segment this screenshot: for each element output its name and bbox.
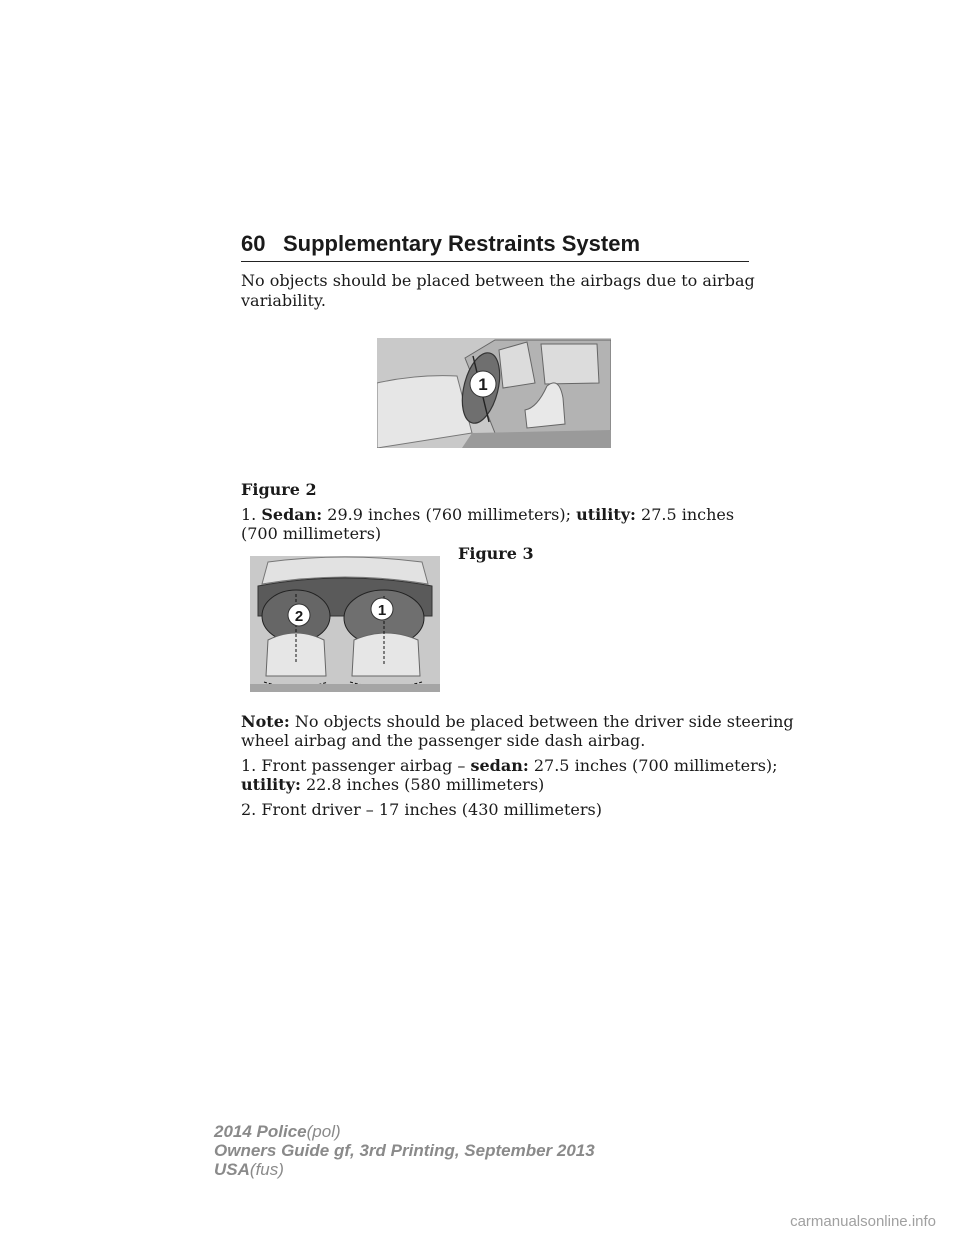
svg-text:1: 1: [377, 602, 387, 619]
note-line-2: wheel airbag and the passenger side dash airbag.: [241, 731, 646, 750]
figure-2-callout-1: [468, 369, 498, 399]
footer-line-2: Owners Guide gf, 3rd Printing, September 2013: [214, 1141, 595, 1160]
item-2: 2. Front driver – 17 inches (430 millimeters): [241, 800, 602, 819]
figure-3-caption: Figure 3: [458, 544, 534, 563]
item-1-line-1: 1. Front passenger airbag – sedan: 27.5 inches (700 millimeters);: [241, 756, 778, 775]
watermark: carmanualsonline.info: [790, 1213, 936, 1230]
item-1-line-2: utility: 22.8 inches (580 millimeters): [241, 775, 545, 794]
figure-3-callout-1: [370, 597, 394, 621]
figure-2-caption: Figure 2: [241, 480, 317, 499]
header-rule: [241, 261, 749, 262]
figure-2-item-1-line-2: (700 millimeters): [241, 524, 382, 543]
footer-line-3: USA(fus): [214, 1160, 284, 1179]
footer-line-1: 2014 Police(pol): [214, 1122, 341, 1141]
svg-text:1: 1: [478, 375, 488, 394]
figure-3-illustration: [250, 556, 440, 692]
note-line-1: Note: No objects should be placed between the driver side steering: [241, 712, 794, 731]
figure-3-callout-2: [287, 603, 311, 627]
figure-2-item-1: 1. Sedan: 29.9 inches (760 millimeters); utility: 27.5 inches: [241, 505, 735, 524]
intro-line-1: No objects should be placed between the airbags due to airbag: [241, 271, 755, 290]
svg-text:2: 2: [294, 608, 304, 625]
intro-line-2: variability.: [241, 291, 326, 310]
page-number: 60: [241, 231, 266, 256]
section-title: Supplementary Restraints System: [283, 231, 641, 256]
